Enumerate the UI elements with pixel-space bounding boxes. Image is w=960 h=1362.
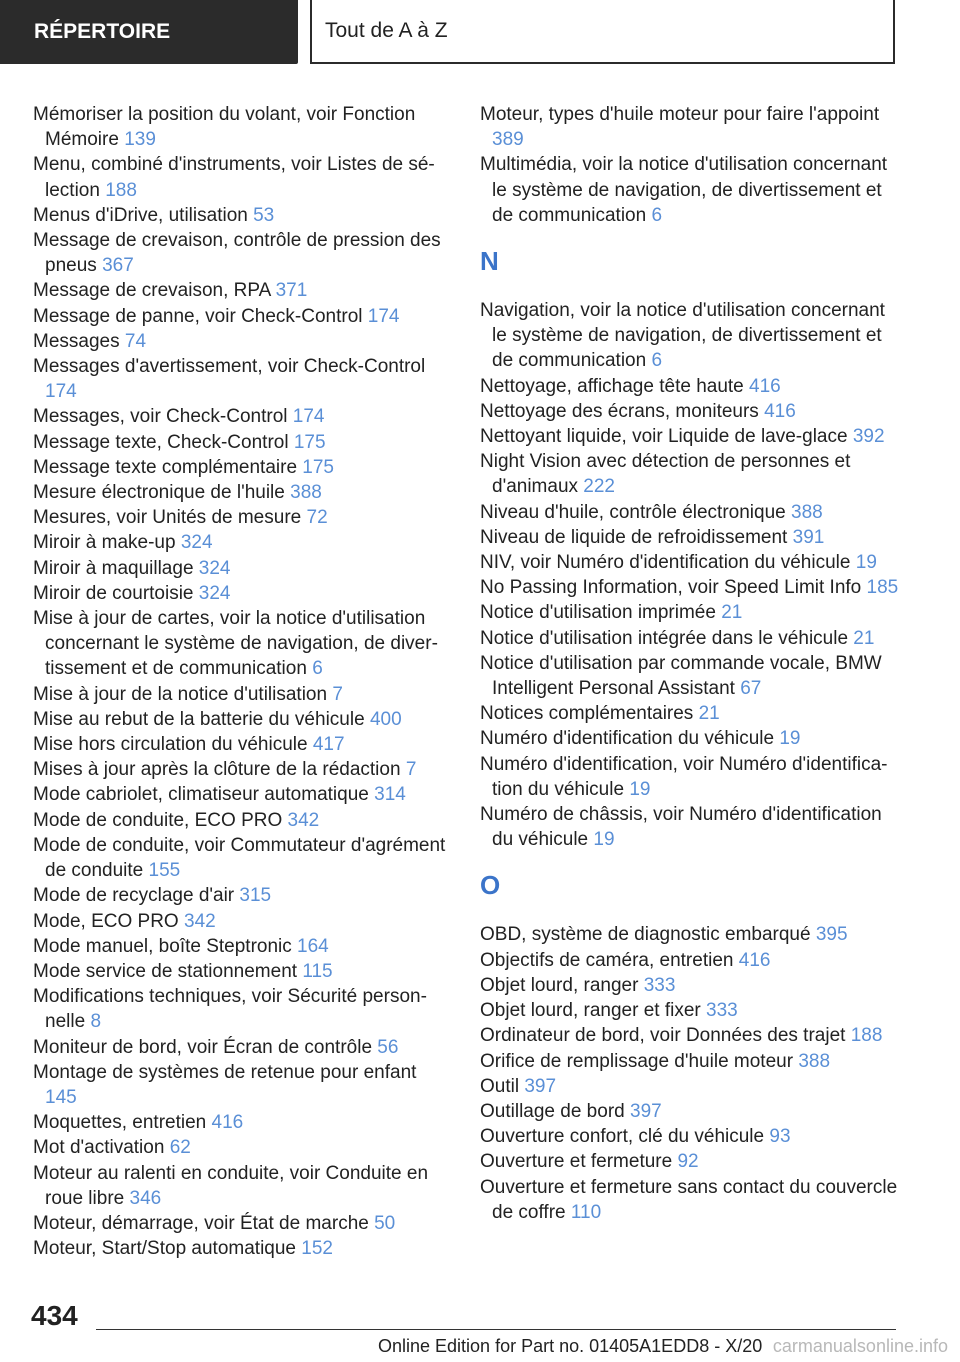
index-entry	[480, 550, 900, 575]
edition-note: Online Edition for Part no. 01405A1EDD8 - X/20	[378, 1336, 763, 1356]
entry-text: Mesure électronique de l'huile	[33, 482, 285, 504]
page-reference-link[interactable]: 395	[815, 924, 848, 946]
entry-text: Mot d'activation	[33, 1137, 165, 1159]
letter-heading-o: O	[480, 870, 501, 901]
page-reference-link[interactable]: 388	[290, 482, 322, 504]
index-entry	[480, 424, 900, 449]
entry-text: Mise à jour de cartes, voir la notice d'utilisation concernant le système de navigation, de divertissement et de communication	[33, 608, 438, 680]
index-entry	[480, 802, 900, 852]
page-reference-link[interactable]: 62	[169, 1137, 191, 1159]
index-entry	[480, 525, 900, 550]
index-column-right	[480, 102, 900, 1225]
index-entry	[33, 1060, 451, 1110]
index-entry	[480, 399, 900, 424]
index-entry	[33, 1035, 451, 1060]
entry-text: Objet lourd, ranger et fixer	[480, 1000, 701, 1022]
index-entry	[480, 973, 900, 998]
page-reference-link[interactable]: 21	[721, 602, 743, 624]
section-tab	[0, 0, 298, 64]
entry-text: Objectifs de caméra, entretien	[480, 949, 734, 971]
entry-text: Miroir à maquillage	[33, 557, 194, 579]
page-reference-link[interactable]: 145	[45, 1086, 77, 1108]
entry-text: Notices complémentaires	[480, 703, 694, 725]
index-entry	[480, 1023, 900, 1048]
index-entry	[480, 102, 900, 152]
entry-text: Moteur, types d'huile moteur pour faire l'appoint	[480, 104, 880, 125]
entry-text: Night Vision avec détection de personnes et d'animaux	[480, 451, 851, 498]
page-reference-link[interactable]: 110	[570, 1201, 602, 1223]
entry-text: Message de crevaison, RPA	[33, 280, 271, 302]
index-entry	[480, 449, 900, 499]
page-reference-link[interactable]: 367	[102, 255, 134, 277]
index-entry	[33, 757, 451, 782]
index-entry	[33, 959, 451, 984]
page-reference-link[interactable]: 342	[287, 809, 320, 831]
entry-text: Mode, ECO PRO	[33, 910, 179, 932]
entry-text: Numéro d'identification du véhicule	[480, 728, 775, 750]
entry-text: Nettoyage des écrans, moniteurs	[480, 400, 759, 422]
index-entry	[480, 575, 900, 600]
index-entry	[480, 651, 900, 701]
entry-text: Objet lourd, ranger	[480, 974, 639, 996]
entry-text: NIV, voir Numéro d'identification du véhicule	[480, 552, 851, 574]
page-reference-link[interactable]: 7	[405, 759, 417, 781]
entry-text: Mise hors circulation du véhicule	[33, 734, 308, 756]
page-reference-link[interactable]: 8	[90, 1011, 102, 1033]
entry-text: Niveau d'huile, contrôle électronique	[480, 501, 786, 523]
entry-text: Ouverture et fermeture sans contact du couvercle de coffre	[480, 1176, 898, 1223]
page-reference-link[interactable]: 324	[198, 557, 231, 579]
entry-text: Navigation, voir la notice d'utilisation concernant le système de navigation, de divertissement et de communication	[480, 300, 885, 372]
entry-text: Montage de systèmes de retenue pour enfant	[33, 1061, 417, 1083]
index-entry	[33, 455, 451, 480]
index-entry	[33, 707, 451, 732]
page-reference-link[interactable]: 19	[855, 552, 877, 574]
page-reference-link[interactable]: 21	[698, 703, 720, 725]
index-entry	[33, 833, 451, 883]
index-entry	[480, 1049, 900, 1074]
topic-title: Tout de A à Z	[325, 19, 448, 42]
entry-text: Moniteur de bord, voir Écran de contrôle	[33, 1036, 373, 1058]
page-reference-link[interactable]: 342	[184, 910, 216, 932]
page-reference-link[interactable]: 155	[148, 860, 181, 882]
entry-text: Niveau de liquide de refroidissement	[480, 526, 788, 548]
entry-text: OBD, système de diagnostic embarqué	[480, 924, 811, 946]
entry-text: Message texte complémentaire	[33, 456, 298, 478]
page-reference-link[interactable]: 53	[253, 204, 275, 226]
page-reference-link[interactable]: 174	[367, 305, 400, 327]
page-reference-link[interactable]: 222	[583, 476, 615, 498]
entry-text: Notice d'utilisation imprimée	[480, 602, 716, 624]
page-reference-link[interactable]: 139	[124, 129, 156, 151]
entry-text: Notice d'utilisation intégrée dans le véhicule	[480, 627, 849, 649]
entry-text: Mode cabriolet, climatiseur automatique	[33, 784, 369, 806]
entry-text: Outil	[480, 1075, 520, 1097]
index-entry	[480, 998, 900, 1023]
index-entry	[33, 228, 451, 278]
index-entry	[33, 203, 451, 228]
entry-text: Mode de recyclage d'air	[33, 885, 235, 907]
index-entry	[33, 1110, 451, 1135]
page-reference-link[interactable]: 74	[124, 330, 147, 352]
page-reference-link[interactable]: 50	[374, 1212, 396, 1234]
index-entry	[33, 505, 451, 530]
entry-text: Menu, combiné d'instruments, voir Listes de sélection	[33, 154, 435, 201]
index-column-left	[33, 102, 451, 1261]
page-reference-link[interactable]: 416	[764, 400, 796, 422]
entry-text: Mises à jour après la clôture de la rédaction	[33, 759, 401, 781]
entry-text: Mode de conduite, ECO PRO	[33, 809, 283, 831]
entry-text: Menus d'iDrive, utilisation	[33, 204, 248, 226]
footer-rule	[96, 1329, 896, 1330]
index-entry	[33, 430, 451, 455]
index-entry	[33, 304, 451, 329]
index-entry	[33, 606, 451, 682]
page-reference-link[interactable]: 21	[853, 627, 875, 649]
entry-text: Miroir de courtoisie	[33, 582, 194, 604]
entry-text: Messages	[33, 330, 120, 352]
entry-text: Miroir à make-up	[33, 532, 176, 554]
page-reference-link[interactable]: 7	[332, 683, 343, 705]
page-reference-link[interactable]: 164	[297, 935, 329, 957]
page-reference-link[interactable]: 6	[651, 204, 663, 226]
entry-text: Message de crevaison, contrôle de pression des pneus	[33, 230, 441, 277]
index-entry	[480, 1175, 900, 1225]
index-entry	[33, 984, 451, 1034]
index-entry	[33, 404, 451, 429]
page-reference-link[interactable]: 152	[301, 1238, 333, 1260]
index-entry	[33, 581, 451, 606]
index-entry	[33, 278, 451, 303]
entry-text: Orifice de remplissage d'huile moteur	[480, 1050, 794, 1072]
index-entry	[480, 626, 900, 651]
entry-text: Numéro d'identification, voir Numéro d'identification du véhicule	[480, 753, 888, 800]
page-reference-link[interactable]: 400	[369, 708, 402, 730]
page-reference-link[interactable]: 67	[740, 678, 762, 700]
entry-text: No Passing Information, voir Speed Limit Info	[480, 577, 862, 599]
page-reference-link[interactable]: 115	[302, 960, 333, 982]
index-entry	[33, 354, 451, 404]
page-reference-link[interactable]: 6	[651, 350, 663, 372]
index-entry	[480, 374, 900, 399]
entry-text: Message texte, Check-Control	[33, 431, 289, 453]
index-entry	[33, 556, 451, 581]
page-reference-link[interactable]: 188	[850, 1025, 883, 1047]
page-reference-link[interactable]: 416	[749, 375, 781, 397]
index-entry	[33, 909, 451, 934]
page-reference-link[interactable]: 416	[211, 1112, 244, 1134]
index-entry	[33, 732, 451, 757]
index-entry	[33, 1236, 451, 1261]
index-entry	[480, 1099, 900, 1124]
page-reference-link[interactable]: 175	[302, 456, 334, 478]
index-entry	[33, 480, 451, 505]
page-reference-link[interactable]: 56	[377, 1036, 399, 1058]
page-reference-link[interactable]: 397	[630, 1100, 662, 1122]
page-reference-link[interactable]: 416	[738, 949, 771, 971]
page-reference-link[interactable]: 324	[198, 582, 231, 604]
entry-text: Messages d'avertissement, voir Check-Control	[33, 356, 426, 378]
entry-text: Moteur au ralenti en conduite, voir Conduite en roue libre	[33, 1162, 429, 1209]
entry-text: Mode manuel, boîte Steptronic	[33, 935, 292, 957]
entry-text: Messages, voir Check-Control	[33, 406, 288, 428]
index-entry	[480, 701, 900, 726]
entry-text: Ouverture confort, clé du véhicule	[480, 1126, 765, 1148]
index-entry	[33, 682, 451, 707]
page-reference-link[interactable]: 346	[129, 1187, 162, 1209]
page-reference-link[interactable]: 333	[706, 1000, 738, 1022]
index-entry	[480, 726, 900, 751]
page-number: 434	[31, 1300, 78, 1331]
page-reference-link[interactable]: 175	[293, 431, 326, 453]
page-reference-link[interactable]: 19	[593, 829, 615, 851]
index-entry	[480, 922, 900, 947]
entry-text: Mesures, voir Unités de mesure	[33, 507, 302, 529]
entry-text: Ordinateur de bord, voir Données des trajet	[480, 1025, 846, 1047]
entry-text: Ouverture et fermeture	[480, 1151, 673, 1173]
index-entry	[480, 1124, 900, 1149]
entry-text: Mise à jour de la notice d'utilisation	[33, 683, 328, 705]
index-entry	[480, 1149, 900, 1174]
index-entry	[33, 152, 451, 202]
entry-text: Modifications techniques, voir Sécurité personnelle	[33, 986, 427, 1033]
page-reference-link[interactable]: 391	[792, 526, 825, 548]
page-reference-link[interactable]: 93	[769, 1126, 791, 1148]
index-entry	[33, 102, 451, 152]
entry-text: Mode service de stationnement	[33, 960, 298, 982]
letter-heading-n: N	[480, 246, 499, 277]
entry-text: Nettoyant liquide, voir Liquide de lave-glace	[480, 426, 848, 448]
page-reference-link[interactable]: 19	[779, 728, 801, 750]
page-reference-link[interactable]: 174	[292, 406, 325, 428]
entry-text: Moquettes, entretien	[33, 1112, 207, 1134]
index-entry	[33, 1135, 451, 1160]
index-entry	[480, 600, 900, 625]
page-reference-link[interactable]: 324	[180, 532, 213, 554]
index-entry	[33, 808, 451, 833]
index-entry	[33, 1161, 451, 1211]
page-reference-link[interactable]: 389	[492, 129, 524, 151]
index-entry	[33, 329, 451, 354]
topic-tab	[311, 0, 895, 64]
index-entry	[33, 1211, 451, 1236]
entry-text: Outillage de bord	[480, 1100, 625, 1122]
entry-text: Numéro de châssis, voir Numéro d'identification du véhicule	[480, 804, 882, 851]
entry-text: Multimédia, voir la notice d'utilisation concernant le système de navigation, de divertissement et de communication	[480, 154, 888, 226]
entry-text: Mémoriser la position du volant, voir Fonction Mémoire	[33, 104, 416, 151]
page-reference-link[interactable]: 388	[791, 501, 823, 523]
entry-text: Notice d'utilisation par commande vocale, BMW Intelligent Personal Assistant	[480, 652, 882, 700]
page-reference-link[interactable]: 417	[312, 734, 345, 756]
page-reference-link[interactable]: 185	[866, 577, 899, 599]
page-reference-link[interactable]: 174	[45, 381, 77, 403]
page-reference-link[interactable]: 315	[239, 885, 272, 907]
page-reference-link[interactable]: 19	[629, 778, 651, 800]
page-reference-link[interactable]: 371	[275, 280, 308, 302]
index-entry	[480, 1074, 900, 1099]
index-entry	[33, 934, 451, 959]
index-entry	[480, 298, 900, 374]
page-reference-link[interactable]: 72	[306, 507, 328, 529]
page-reference-link[interactable]: 6	[312, 658, 323, 680]
watermark-logo: carmanualsonline.info	[772, 1336, 948, 1356]
entry-text: Moteur, démarrage, voir État de marche	[33, 1212, 369, 1234]
section-title: RÉPERTOIRE	[34, 20, 171, 43]
entry-text: Mode de conduite, voir Commutateur d'agrément de conduite	[33, 834, 446, 882]
index-entry	[480, 500, 900, 525]
page-reference-link[interactable]: 314	[374, 784, 406, 806]
page-header	[0, 0, 960, 72]
index-entry	[480, 152, 900, 228]
page-reference-link[interactable]: 388	[798, 1050, 831, 1072]
page-reference-link[interactable]: 333	[643, 974, 676, 996]
page-reference-link[interactable]: 392	[852, 426, 885, 448]
index-entry	[480, 948, 900, 973]
page-reference-link[interactable]: 188	[105, 179, 137, 201]
index-entry	[33, 883, 451, 908]
page-reference-link[interactable]: 92	[677, 1151, 699, 1173]
entry-text: Message de panne, voir Check-Control	[33, 305, 363, 327]
index-entry	[480, 752, 900, 802]
index-entry	[33, 782, 451, 807]
page-reference-link[interactable]: 397	[524, 1075, 557, 1097]
entry-text: Nettoyage, affichage tête haute	[480, 375, 744, 397]
index-entry	[33, 530, 451, 555]
entry-text: Moteur, Start/Stop automatique	[33, 1238, 296, 1260]
entry-text: Mise au rebut de la batterie du véhicule	[33, 708, 365, 730]
